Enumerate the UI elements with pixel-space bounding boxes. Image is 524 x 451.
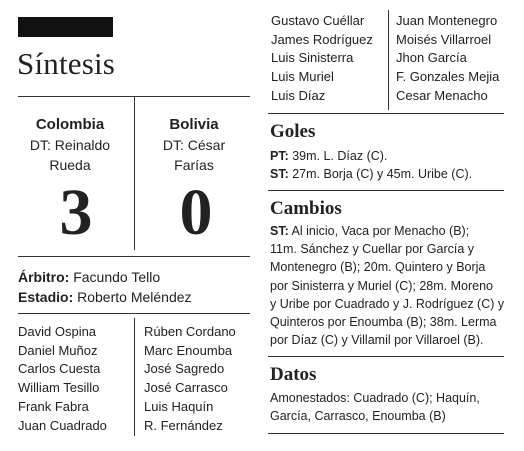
player: Moisés Villarroel [396,31,492,47]
player: James Rodríguez [271,31,373,47]
home-lineup-b [271,12,373,106]
divider [18,313,250,314]
away-team-name: Bolivia [169,116,219,133]
player: William Tesillo [18,380,100,396]
player: Juan Cuadrado [18,417,107,433]
player: David Ospina [18,324,97,339]
data-line: García, Carrasco, Enoumba (B) [270,409,446,424]
divider [268,113,504,114]
referee-line [18,268,160,287]
changes-text [270,222,510,349]
away-coach-line2: Farías [174,157,214,173]
page-title: Síntesis [17,46,116,81]
team-divider [134,96,135,250]
player: Luis Haquín [144,398,214,414]
player: Frank Fabra [18,398,89,414]
home-score: 3 [59,176,93,249]
stadium-line [18,288,192,307]
changes-line: por Díaz (C) y Villamil por Villaroel (B). [270,333,484,348]
away-coach-line1: DT: César [162,137,226,153]
player: Luis Díaz [271,87,326,103]
home-lineup-a [18,323,107,435]
changes-line: y Uribe por Cuadrado y J. Rodríguez (C) y [270,296,505,311]
away-team [136,115,252,175]
changes-line: 11m. Sánchez y Cuellar por García y [270,242,475,257]
data-line: Amonestados: Cuadrado (C); Haquín, [270,391,480,405]
player: Jhon García [396,50,467,66]
player: José Carrasco [144,380,228,396]
referee-label: Árbitro: [18,269,70,285]
changes-line: Al inicio, Vaca por Menacho (B); [291,224,470,238]
home-coach-line2: Rueda [49,157,91,173]
player: Luis Muriel [271,69,334,85]
data-text [270,389,510,425]
goals-st [270,165,510,183]
changes-heading: Cambios [270,198,342,219]
stadium-name: Roberto Meléndez [77,289,192,305]
player: José Sagredo [144,361,225,377]
goals-heading: Goles [270,121,316,142]
player: Carlos Cuesta [18,361,101,377]
changes-line: por Sinisterra y Muriel (C); 28m. Moreno [270,278,493,293]
changes-line: Montenegro (B); 20m. Quintero y Borja [270,260,486,275]
player: Daniel Muñoz [18,342,98,358]
lineup-divider [388,10,389,110]
player: Marc Enoumba [144,342,233,358]
away-lineup-a [144,323,236,435]
data-heading: Datos [270,364,317,385]
goals-pt-label: PT: [270,149,289,163]
changes-line: Quinteros por Enoumba (B); 38m. Lerma [270,315,497,330]
goals-st-label: ST: [270,167,289,181]
player: Luis Sinisterra [271,50,354,66]
player: Rúben Cordano [144,324,236,339]
player: F. Gonzales Mejia [396,69,500,85]
divider [18,256,250,257]
divider [268,356,504,357]
home-team [12,115,128,175]
header-bar [18,17,113,37]
away-score: 0 [179,176,213,249]
home-coach-line1: DT: Reinaldo [29,137,111,153]
goals-pt [270,147,510,165]
lineup-divider [134,318,135,436]
player: Juan Montenegro [396,13,498,28]
divider [268,433,504,434]
goals-st-text: 27m. Borja (C) y 45m. Uribe (C). [292,167,473,181]
player: Cesar Menacho [396,87,488,103]
player: Gustavo Cuéllar [271,13,365,28]
stadium-label: Estadio: [18,289,74,305]
away-lineup-b [396,12,499,106]
player: R. Fernández [144,417,223,433]
changes-st-label: ST: [270,224,289,238]
divider [268,190,504,191]
referee-name: Facundo Tello [73,269,161,285]
goals-pt-text: 39m. L. Díaz (C). [292,149,388,163]
home-team-name: Colombia [35,116,105,133]
